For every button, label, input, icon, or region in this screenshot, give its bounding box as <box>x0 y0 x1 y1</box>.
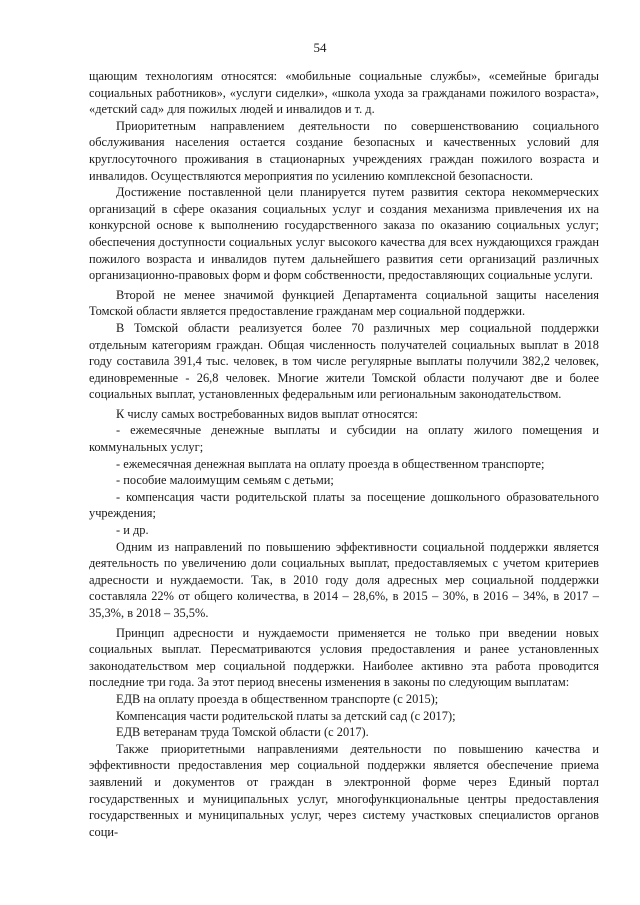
paragraph: Компенсация части родительской платы за детский сад (с 2017); <box>116 708 456 723</box>
paragraph: ЕДВ на оплату проезда в общественном транспорте (с 2015); <box>116 691 439 706</box>
paragraph: Также приоритетными направлениями деятельности по повышению качества и эффективности предоставления мер социальной поддержки является обеспечение приема заявлений и документов от граждан в электронной форме через Единый портал государственных и муниципальных услуг, многофункциональные центры предоставления государственных и муниципальных услуг, через систему участковых специалистов органов соци- <box>89 741 599 839</box>
paragraph: щающим технологиям относятся: «мобильные социальные службы», «семейные бригады социальных работников», «услуги сиделки», «школа ухода за гражданами пожилого возраста», «детский сад» для пожилых людей и инвалидов и т. д. <box>89 69 599 117</box>
paragraph: - компенсация части родительской платы за посещение дошкольного образовательного учреждения; <box>89 489 599 521</box>
paragraph: К числу самых востребованных видов выплат относятся: <box>116 406 419 421</box>
paragraph: ЕДВ ветеранам труда Томской области (с 2017). <box>116 725 369 740</box>
paragraph: В Томской области реализуется более 70 различных мер социальной поддержки отдельным категориям граждан. Общая численность получателей социальных выплат в 2018 году составила 391,4 тыс. человек, в том числе регулярные выплаты получили 382,2 человек, единовременные - 26,8 человек. Многие жители Томской области получают две и более социальных выплат, установленных федеральным или региональным законодательством. <box>89 320 599 402</box>
paragraph: - пособие малоимущим семьям с детьми; <box>116 473 334 488</box>
paragraph: - ежемесячная денежная выплата на оплату проезда в общественном транспорте; <box>116 456 545 471</box>
paragraph: Достижение поставленной цели планируется путем развития сектора некоммерческих организаций в сфере оказания социальных услуг и создания механизма привлечения их на конкурсной основе к выполнению государственного заказа по оказанию социальных услуг; обеспечения доступности социальных услуг высокого качества для всех нуждающихся граждан пожилого возраста и инвалидов путем дальнейшего развития сети организаций различных организационно-правовых форм и форм собственности, предоставляющих социальные услуги. <box>89 185 599 283</box>
page-number: 54 <box>313 40 327 55</box>
body-text <box>89 68 599 840</box>
paragraph: - ежемесячные денежные выплаты и субсидии на оплату жилого помещения и коммунальных услуг; <box>89 423 599 455</box>
paragraph: - и др. <box>116 523 149 538</box>
paragraph: Приоритетным направлением деятельности по совершенствованию социального обслуживания населения остается создание безопасных и качественных условий для круглосуточного проживания в стационарных учреждениях граждан пожилого возраста и инвалидов. Осуществляются мероприятия по усилению комплексной безопасности. <box>89 118 599 183</box>
paragraph: Второй не менее значимой функцией Департамента социальной защиты населения Томской области является предоставление гражданам мер социальной поддержки. <box>89 287 599 319</box>
paragraph: Принцип адресности и нуждаемости применяется не только при введении новых социальных выплат. Пересматриваются условия предоставления и ранее установленных законодательством мер социальной поддержки. Наиболее активно эта работа проводится последние три года. За этот период внесены изменения в законы по следующим выплатам: <box>89 625 599 690</box>
paragraph: Одним из направлений по повышению эффективности социальной поддержки является деятельность по увеличению доли социальных выплат, предоставляемых с учетом критериев адресности и нуждаемости. Так, в 2010 году доля адресных мер социальной поддержки составляла 22% от общего количества, в 2014 – 28,6%, в 2015 – 30%, в 2016 – 34%, в 2017 – 35,3%, в 2018 – 35,5%. <box>89 539 599 620</box>
